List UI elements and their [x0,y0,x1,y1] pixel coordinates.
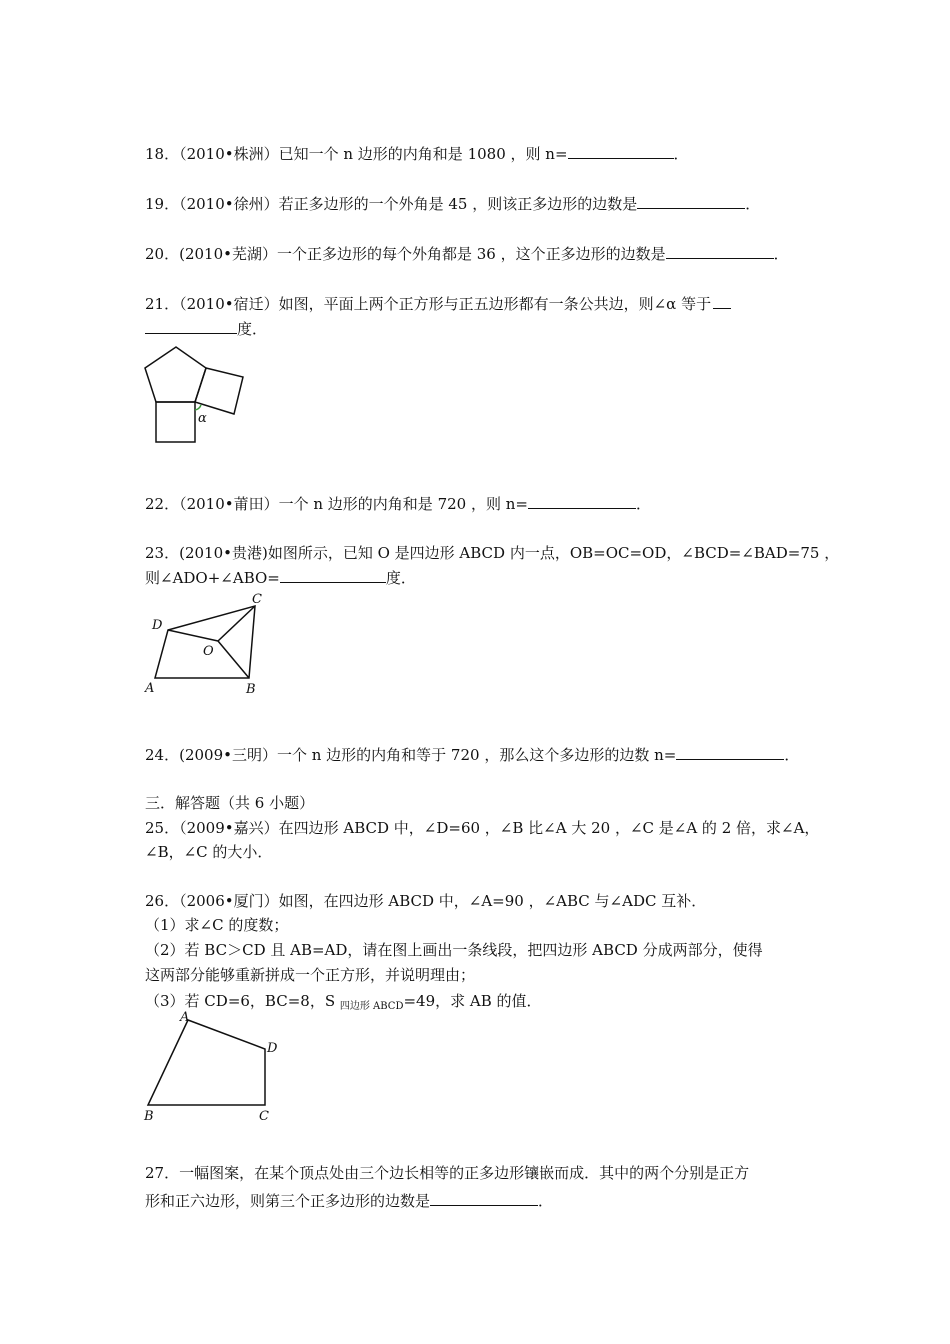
question-18: 18．（2010•株洲）已知一个 n 边形的内角和是 1080 ，则 n= ． [145,145,689,163]
figure-quadrilateral-abcd-o [140,590,275,700]
vertex-c-label: C [252,592,262,607]
vertex-d-label-26: D [267,1041,278,1056]
angle-arc [195,405,201,410]
question-26-sub1: （1）求∠C 的度数； [145,916,289,934]
question-26-line1: 26．（2006•厦门）如图，在四边形 ABCD 中，∠A=90 ，∠ABC 与∠ADC 互补． [145,892,707,910]
question-27-line2: 形和正六边形，则第三个正多边形的边数是 ． [145,1192,554,1210]
question-25-line1: 25．（2009•嘉兴）在四边形 ABCD 中，∠D=60 ，∠B 比∠A 大 20 ，∠C 是∠A 的 2 倍，求∠A， [145,819,820,837]
question-24-text: 24．(2009•三明）一个 n 边形的内角和等于 720 ，那么这个多边形的边数 n= [145,746,677,764]
answer-blank-24[interactable] [676,744,784,760]
question-23-line2: 则∠ADO+∠ABO= 度． [145,569,416,587]
figure-quadrilateral-abcd [140,1008,285,1128]
question-19: 19．（2010•徐州）若正多边形的一个外角是 45 ，则该正多边形的边数是 ． [145,195,761,213]
answer-blank-27[interactable] [430,1190,538,1206]
question-26-sub3: （3）若 CD=6，BC=8，S $_{四边形 ABCD}$=49，求 AB 的值． [145,992,542,1012]
point-o-label: O [203,644,214,659]
question-23-text: 23．(2010•贵港)如图所示，已知 O 是四边形 ABCD 内一点，OB=OC=OD，∠BCD=∠BAD=75 ， [145,544,840,562]
square-right-shape [195,368,243,414]
figure-squares-pentagon [140,340,250,450]
question-27-line1: 27．一幅图案，在某个顶点处由三个边长相等的正多边形镶嵌而成．其中的两个分别是正方 [145,1164,750,1182]
answer-blank-21[interactable] [145,318,237,334]
answer-blank-21-start[interactable] [713,293,731,309]
question-20: 20．(2010•芜湖）一个正多边形的每个外角都是 36 ，这个正多边形的边数是 ． [145,245,789,263]
question-23-line1 [145,543,839,563]
question-21-text: 21．（2010•宿迁）如图，平面上两个正方形与正五边形都有一条公共边，则∠α 等于 [145,295,712,313]
question-22-text: 22．（2010•莆田）一个 n 边形的内角和是 720 ，则 n= [145,495,528,513]
vertex-b-label: B [246,682,256,697]
pentagon-shape [145,347,206,402]
segment-ob [218,641,249,678]
question-21-line2: 度． [145,318,267,339]
question-25-line2: ∠B，∠C 的大小． [145,843,273,861]
vertex-a-label: A [145,681,155,696]
answer-blank-19[interactable] [637,193,745,209]
vertex-a-label-26: A [180,1010,190,1025]
alpha-label: α [198,411,207,426]
area-subscript: 四边形 ABCD [339,1001,404,1012]
question-26-sub2-line1: （2）若 BC＞CD 且 AB=AD，请在图上画出一条线段，把四边形 ABCD 分成两部分，使得 [145,941,763,959]
vertex-d-label: D [152,618,163,633]
question-24: 24．(2009•三明）一个 n 边形的内角和等于 720 ，那么这个多边形的边数 n= ． [145,746,800,764]
section-3-heading: 三．解答题（共 6 小题） [145,794,315,812]
segment-do [168,630,218,641]
answer-blank-23[interactable] [280,567,386,583]
question-20-text: 20．(2010•芜湖）一个正多边形的每个外角都是 36 ，这个正多边形的边数是 [145,245,666,263]
question-21-line1 [145,293,731,314]
vertex-c-label-26: C [259,1109,269,1124]
question-26-sub2-line2: 这两部分能够重新拼成一个正方形，并说明理由； [145,966,476,984]
answer-blank-22[interactable] [528,493,636,509]
vertex-b-label-26: B [144,1109,154,1124]
question-22: 22．（2010•莆田）一个 n 边形的内角和是 720 ，则 n= ． [145,495,651,513]
question-18-text: 18．（2010•株洲）已知一个 n 边形的内角和是 1080 ，则 n= [145,145,568,163]
question-19-text: 19．（2010•徐州）若正多边形的一个外角是 45 ，则该正多边形的边数是 [145,195,638,213]
quad-abcd-shape-26 [148,1020,265,1105]
square-bottom-shape [156,402,195,442]
answer-blank-20[interactable] [666,243,774,259]
answer-blank-18[interactable] [568,143,674,159]
